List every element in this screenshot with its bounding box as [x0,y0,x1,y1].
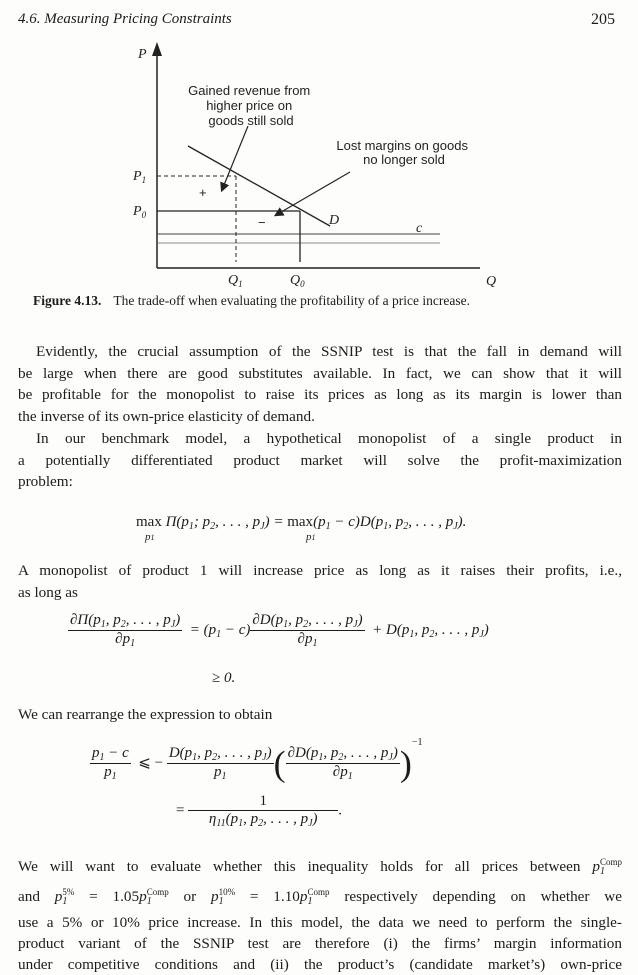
loss-arrow [276,172,350,215]
caption-label: Figure 4.13. [33,293,102,308]
page-number: 205 [591,11,615,28]
figure-price-tradeoff [0,0,638,300]
q1-label: $Q_1$ [228,273,243,289]
y-axis-arrow [152,42,162,56]
plus-sign: + [199,185,207,200]
loss-annotation: Lost margins on goods no longer sold [336,138,468,167]
paragraph-monopolist-condition: A monopolist of product 1 will increase price as long as it raises their profits, i.e., as long as [18,562,622,601]
figure-caption [33,293,623,309]
equation-elasticity: = $\frac{1}{\eta_{11}(p_1, p_2, . . . , p_J)}$ . [176,793,342,829]
equation-profit-max: $\max \Pi(p_1$; $p_2$, . . . , $p_J) = \max(p_1 - c)D(p_1$, $p_2$, . . . , $p_J$). [136,514,467,532]
paragraph-ssnip-assumption: Evidently, the crucial assumption of the SSNIP test is that the fall in demand will be large when there are good substitutes available. In fact, we can show that it will be profitable for the monopolist to raise its prices as long as its margin is lower than the inverse of its own-price elasticity of demand. [18,343,622,425]
equation-margin-inequality: $\frac{p_1 - c}{p_1}$ ⩽ − $\frac{D(p_1, p_2, . . . , p_J)}{p_1}$ ( $\frac{\partial D(p_1, p_2, . . . , p_J)}{\partial p_1}$ )$^{-1}$ [92,737,423,784]
x-axis-label: Q [486,274,497,289]
running-header-title: 4.6. Measuring Pricing Constraints [18,11,232,27]
equation-profit-derivative: $\frac{\partial\Pi(p_1, p_2, . . . , p_J)}{\partial p_1}$ = $(p_1 - c)$ $\frac{\partial D(p_1, p_2, . . . , p_J)}{\partial p_1}$ + $D(p_1$, $p_2$, . . . , $p_J$) [70,612,489,649]
demand-label: D [329,213,340,228]
p1-label: $P_1$ [133,169,147,185]
gain-arrow [222,126,248,190]
paragraph-evaluate-inequality: We will want to evaluate whether this inequality holds for all prices between $p_1^{Comp}$ and $p_1^{5\%} = 1.05p_1^{Comp}$ or $p_1^{10\%} = 1.10p_1^{Comp}$ respectively depending on whether we use a 5% or 10% price increase. In this model, the data we need to perform the single- product variant of the SSNIP test are therefore (i) the firms’ margin information under competitive conditions and (ii) the product’s (candidate market’s) own-price [18,857,623,973]
cost-label: c [416,221,423,236]
equation-ge-zero: ≥ 0. [212,670,236,686]
paragraph-benchmark-model: In our benchmark model, a hypothetical monopolist of a single product in a potentially differentiated product market will solve the profit-maximization problem: [18,430,622,491]
gain-annotation: Gained revenue from higher price on goods still sold [188,83,311,128]
minus-sign: − [258,215,266,230]
demand-curve [188,146,330,226]
y-axis-label: P [138,47,147,62]
p0-label: $P_0$ [133,204,147,220]
paragraph-rearrange: We can rearrange the expression to obtain [18,706,273,723]
q0-label: $Q_0$ [290,273,305,289]
caption-text: The trade-off when evaluating the profitability of a price increase. [113,293,470,308]
